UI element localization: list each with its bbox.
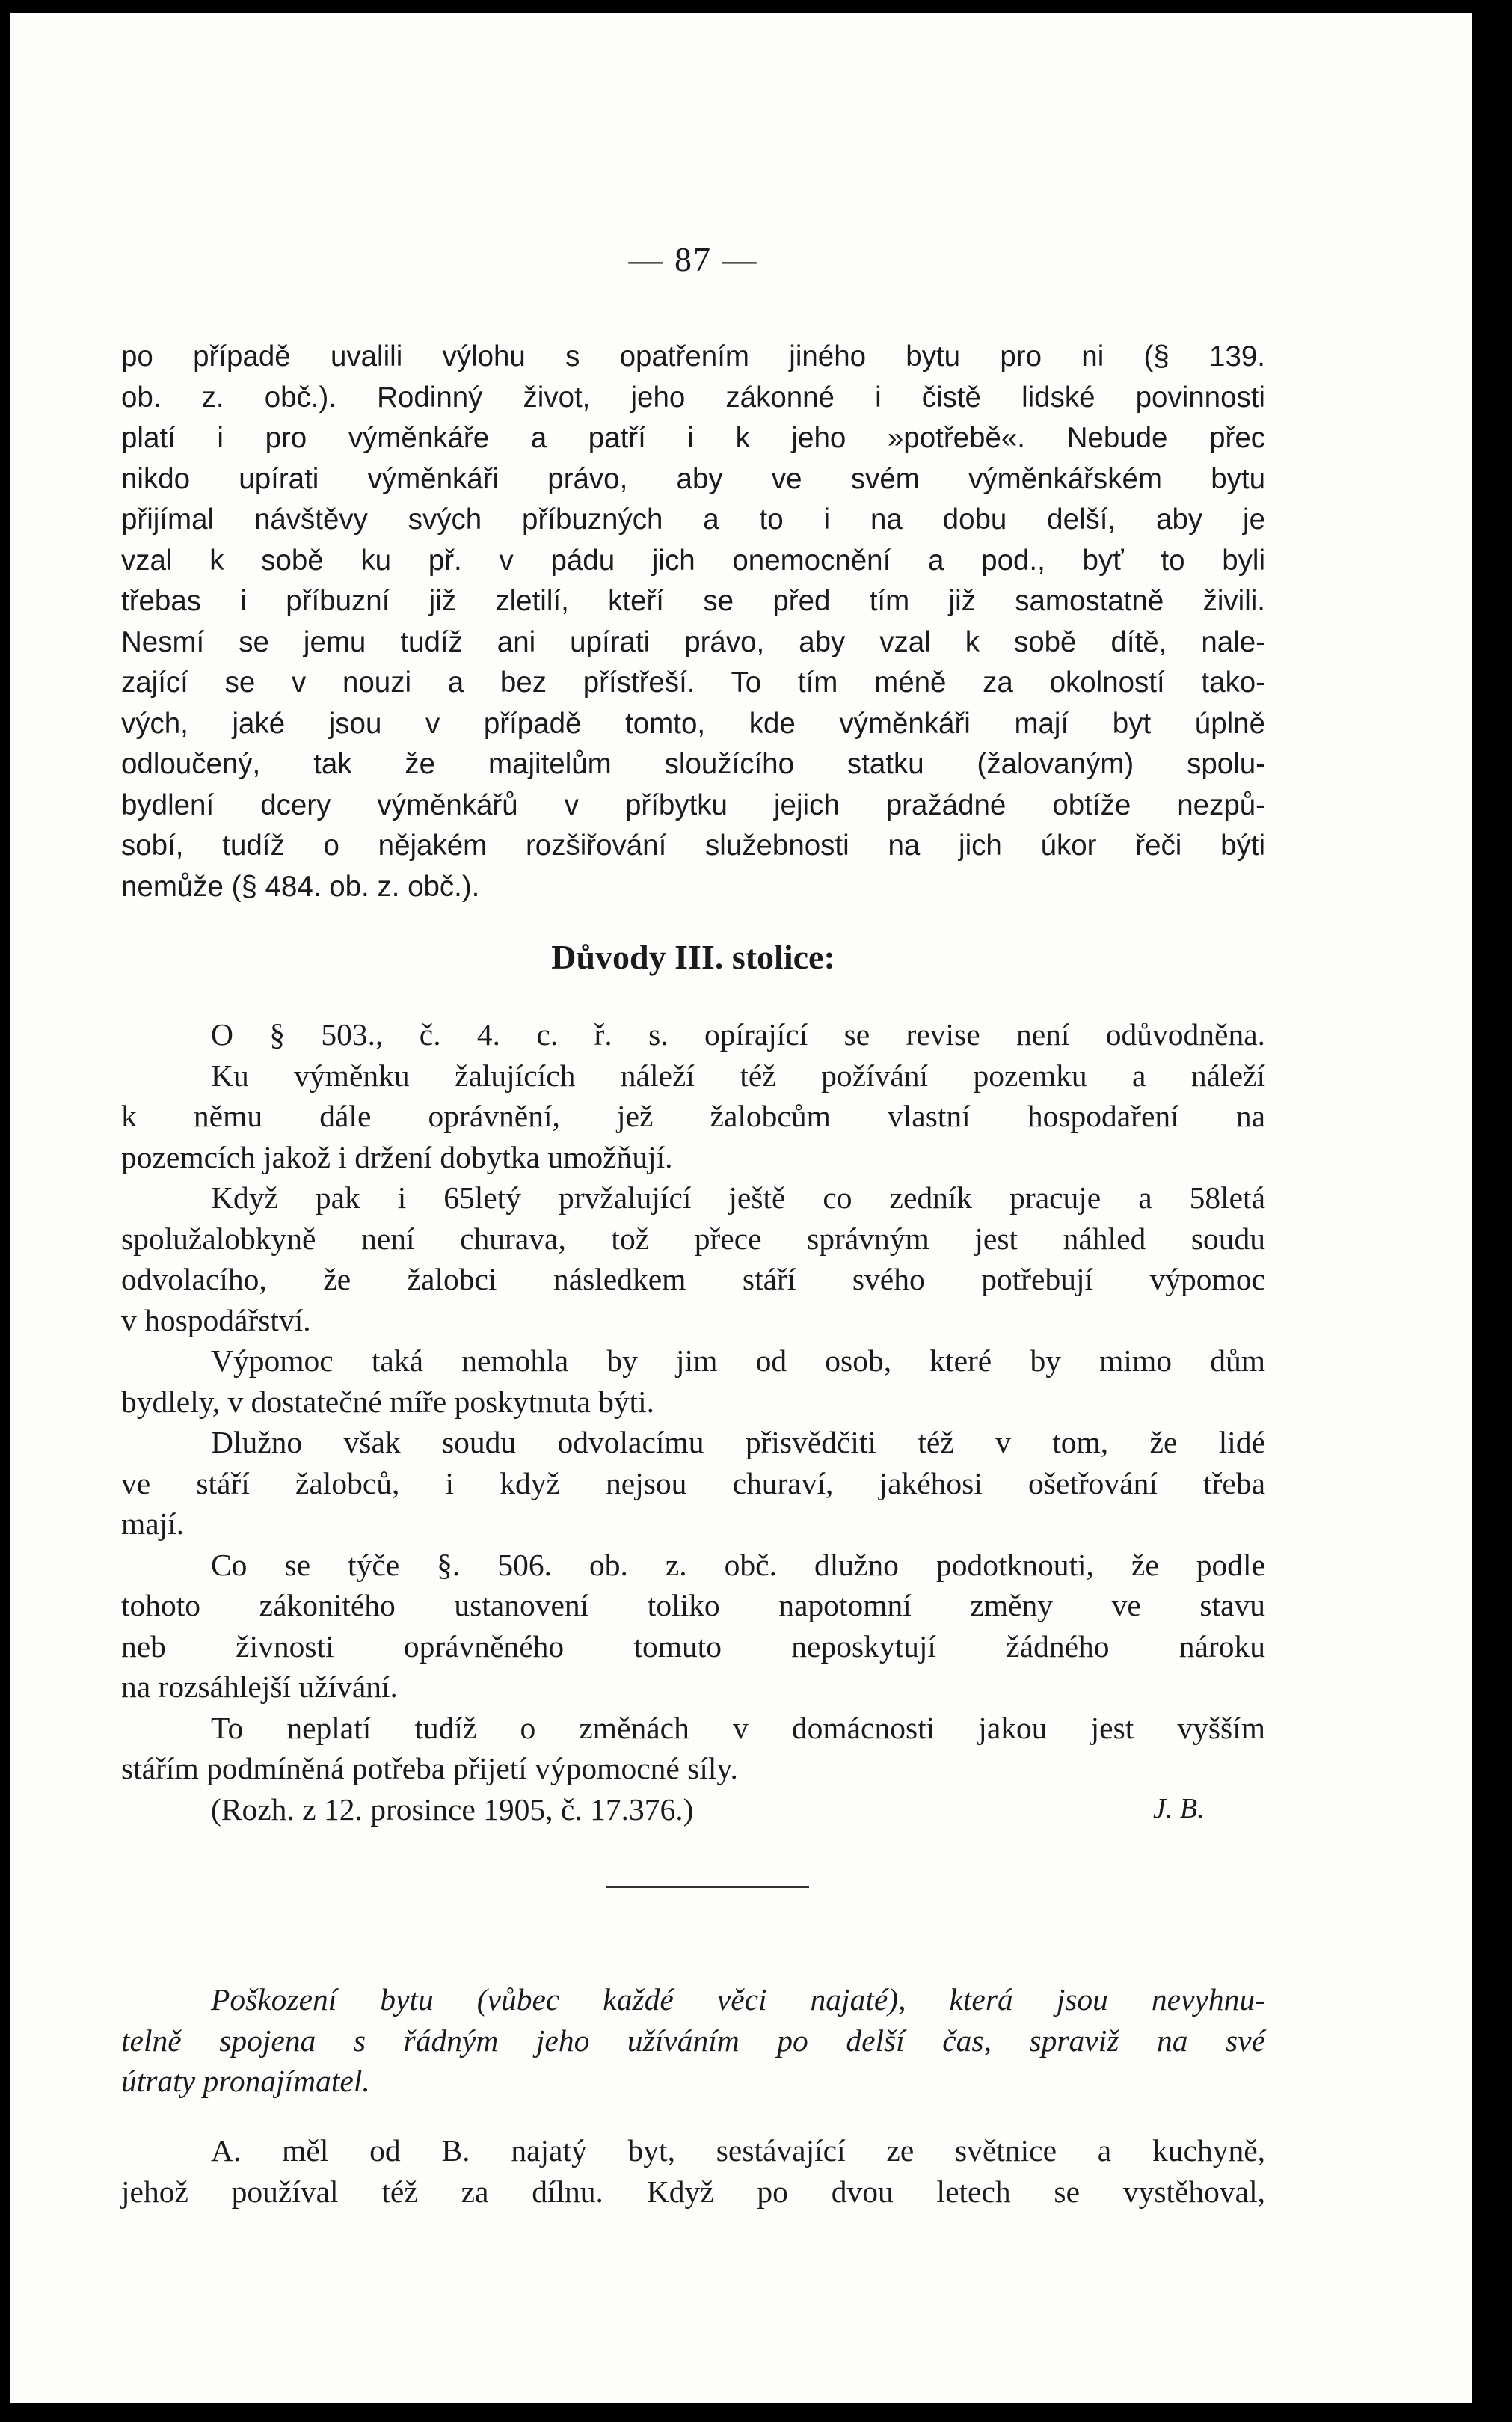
text-line: To neplatí tudíž o změnách v domácnosti jakou jest vyšším: [211, 1710, 1265, 1745]
text-line: ve stáří žalobců, i když nejsou churaví, jakéhosi ošetřování třeba: [121, 1465, 1265, 1500]
text-line: Co se týče §. 506. ob. z. obč. dlužno podotknouti, že podle: [211, 1547, 1265, 1582]
text-line: nikdo upírati výměnkáři právo, aby ve svém výměnkářském bytu: [121, 462, 1265, 495]
text-line: sobí, tudíž o nějakém rozšiřování služebnosti na jich úkor řeči býti: [121, 830, 1265, 862]
text-line: bydlely, v dostatečné míře poskytnuta býti.: [121, 1384, 655, 1419]
text-line: jehož používal též za dílnu. Když po dvou letech se vystěhoval,: [121, 2174, 1265, 2209]
text-line: stářím podmíněná potřeba přijetí výpomocné síly.: [121, 1751, 738, 1785]
text-line: bydlení dcery výměnkářů v příbytku jejich pražádné obtíže nezpů-: [121, 788, 1265, 821]
text-line: ob. z. obč.). Rodinný život, jeho zákonné i čistě lidské povinnosti: [121, 381, 1265, 414]
text-line: Dlužno však soudu odvolacímu přisvědčiti též v tom, že lidé: [211, 1425, 1265, 1459]
text-line: po případě uvalili výlohu s opatřením jiného bytu pro ni (§ 139.: [121, 340, 1265, 373]
text-line: vzal k sobě ku př. v pádu jich onemocnění a pod., byť to byli: [121, 544, 1265, 577]
text-line: na rozsáhlejší užívání.: [121, 1670, 398, 1704]
text-line: Když pak i 65letý prvžalující ještě co zedník pracuje a 58letá: [211, 1180, 1265, 1215]
text-line: odvolacího, že žalobci následkem stáří svého potřebují výpomoc: [121, 1262, 1265, 1296]
text-line: nemůže (§ 484. ob. z. obč.).: [121, 870, 480, 903]
page-number: — 87 —: [628, 240, 758, 278]
signature: J. B.: [1153, 1793, 1205, 1824]
text-line: k němu dále oprávnění, jež žalobcům vlastní hospodaření na: [121, 1099, 1265, 1133]
text-line: O § 503., č. 4. c. ř. s. opírající se revise není odůvodněna.: [211, 1017, 1265, 1052]
paragraph-2: [121, 1014, 1265, 1830]
text-line: Poškození bytu (vůbec každé věci najaté), která jsou nevyhnu-: [211, 1982, 1265, 2017]
paragraph-1: [121, 337, 1265, 907]
text-line: přijímal návštěvy svých příbuzných a to i na dobu delší, aby je: [121, 503, 1265, 536]
section-heading: Důvody III. stolice:: [551, 938, 835, 976]
text-line: útraty pronajímatel.: [121, 2064, 370, 2098]
text-line: odloučený, tak že majitelům sloužícího statku (žalovaným) spolu-: [121, 748, 1265, 780]
text-line: platí i pro výměnkáře a patří i k jeho »potřebě«. Nebude přec: [121, 422, 1265, 454]
separator-rule: [606, 1886, 809, 1888]
text-line: pozemcích jakož i držení dobytka umožňují.: [121, 1139, 673, 1174]
text-line: vých, jaké jsou v případě tomto, kde výměnkáři mají byt úplně: [121, 707, 1265, 740]
book-page: [10, 13, 1472, 2403]
text-line: Výpomoc taká nemohla by jim od osob, které by mimo dům: [211, 1343, 1265, 1378]
text-line: mají.: [121, 1506, 185, 1541]
text-line: neb živnosti oprávněného tomuto neposkytují žádného nároku: [121, 1628, 1265, 1664]
summary-paragraph: [121, 1979, 1265, 2102]
text-line: A. měl od B. najatý byt, sestávající ze světnice a kuchyně,: [211, 2133, 1265, 2168]
paragraph-3: [121, 2130, 1265, 2212]
text-line: Ku výměnku žalujících náleží též požívání pozemku a náleží: [211, 1058, 1265, 1093]
text-line: telně spojena s řádným jeho užíváním po delší čas, spraviž na své: [121, 2023, 1265, 2058]
text-line: spolužalobkyně není churava, tož přece správným jest náhled soudu: [121, 1221, 1265, 1256]
text-line: Nesmí se jemu tudíž ani upírati právo, aby vzal k sobě dítě, nale-: [121, 625, 1265, 658]
text-line: třebas i příbuzní již zletilí, kteří se před tím již samostatně živili.: [121, 585, 1265, 617]
text-line: zající se v nouzi a bez přístřeší. To tím méně za okolností tako-: [121, 666, 1265, 699]
text-line: (Rozh. z 12. prosince 1905, č. 17.376.): [211, 1791, 694, 1827]
text-line: v hospodářství.: [121, 1302, 311, 1337]
text-line: tohoto zákonitého ustanovení toliko napotomní změny ve stavu: [121, 1588, 1265, 1622]
